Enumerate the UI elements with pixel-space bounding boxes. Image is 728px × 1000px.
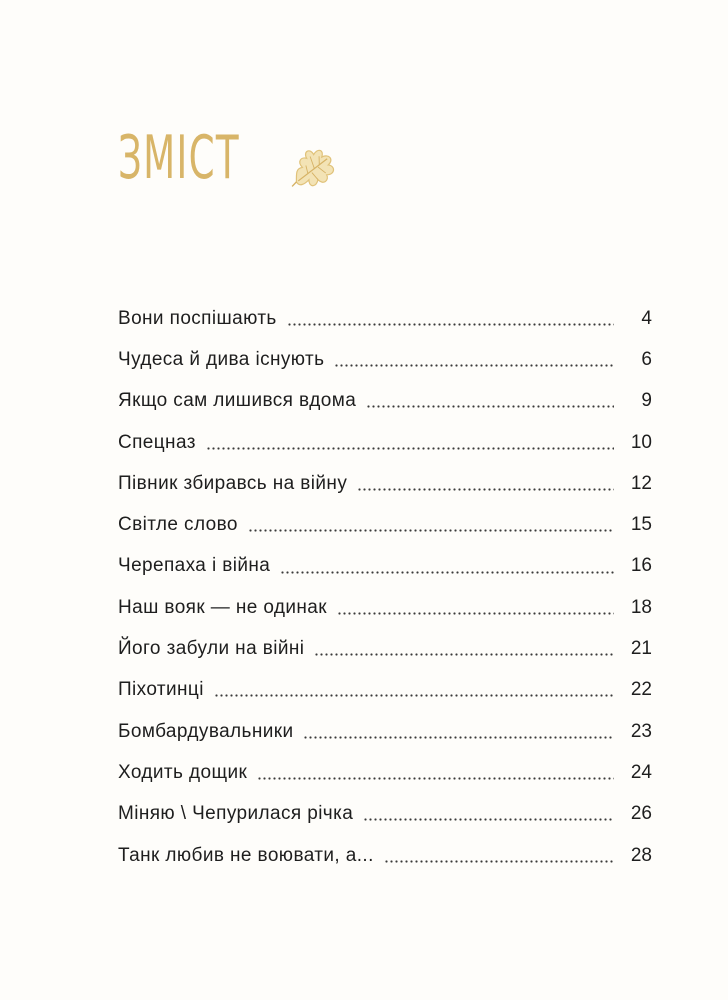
toc-page-number: 23	[630, 720, 652, 742]
toc-entry-title: Світле слово	[118, 514, 238, 536]
toc-page-number: 6	[641, 348, 652, 370]
toc-entry-title: Спецназ	[118, 431, 196, 453]
toc-entry[interactable]	[118, 381, 652, 422]
toc-page-number: 22	[630, 679, 652, 701]
page-title: ЗМІСТ	[118, 123, 240, 193]
toc-leader-dots	[366, 404, 614, 410]
toc-page-number: 15	[630, 514, 652, 536]
toc-entry-title: Міняю \ Чепурилася річка	[118, 803, 354, 825]
toc-entry[interactable]	[118, 504, 652, 545]
toc-entry-title: Чудеса й дива існують	[118, 348, 325, 370]
toc-entry-title: Вони поспішають	[118, 307, 277, 329]
toc-leader-dots	[363, 817, 614, 823]
toc-leader-dots	[337, 610, 614, 616]
contents-heading	[118, 123, 342, 194]
toc-entry-title: Бомбардувальники	[118, 720, 294, 742]
toc-leader-dots	[384, 858, 614, 864]
toc-page-number: 12	[630, 472, 652, 494]
toc-leader-dots	[357, 486, 614, 492]
toc-leader-dots	[248, 528, 614, 534]
toc-entry-title: Танк любив не воювати, а...	[118, 844, 374, 866]
toc-page-number: 24	[630, 761, 652, 783]
toc-page-number: 10	[630, 431, 652, 453]
toc-page-number: 4	[641, 307, 652, 329]
toc-page-number: 21	[630, 638, 652, 660]
toc-entry[interactable]	[118, 711, 652, 752]
toc-entry-title: Наш вояк — не одинак	[118, 596, 327, 618]
toc-page-number: 18	[630, 596, 652, 618]
toc-leader-dots	[303, 734, 614, 740]
toc-entry[interactable]	[118, 670, 652, 711]
toc-entry[interactable]	[118, 835, 652, 876]
toc-entry[interactable]	[118, 628, 652, 669]
toc-leader-dots	[287, 321, 614, 327]
toc-leader-dots	[280, 569, 614, 575]
table-of-contents	[118, 298, 652, 876]
toc-entry[interactable]	[118, 463, 652, 504]
toc-leader-dots	[206, 445, 614, 451]
toc-entry[interactable]	[118, 794, 652, 835]
toc-page-number: 28	[630, 844, 652, 866]
toc-entry[interactable]	[118, 422, 652, 463]
toc-entry[interactable]	[118, 298, 652, 339]
oak-leaf-icon	[286, 142, 342, 194]
toc-entry-title: Якщо сам лишився вдома	[118, 390, 357, 412]
toc-leader-dots	[257, 776, 614, 782]
toc-page-number: 9	[641, 390, 652, 412]
toc-entry-title: Півник збиравсь на війну	[118, 472, 348, 494]
toc-entry[interactable]	[118, 339, 652, 380]
toc-page-number: 26	[630, 803, 652, 825]
toc-leader-dots	[214, 693, 614, 699]
toc-entry-title: Черепаха і війна	[118, 555, 271, 577]
toc-leader-dots	[334, 363, 614, 369]
toc-entry[interactable]	[118, 546, 652, 587]
toc-page-number: 16	[630, 555, 652, 577]
toc-entry-title: Ходить дощик	[118, 761, 248, 783]
toc-leader-dots	[314, 652, 614, 658]
toc-entry-title: Його забули на війні	[118, 638, 305, 660]
toc-entry-title: Піхотинці	[118, 679, 204, 701]
toc-entry[interactable]	[118, 752, 652, 793]
toc-entry[interactable]	[118, 587, 652, 628]
